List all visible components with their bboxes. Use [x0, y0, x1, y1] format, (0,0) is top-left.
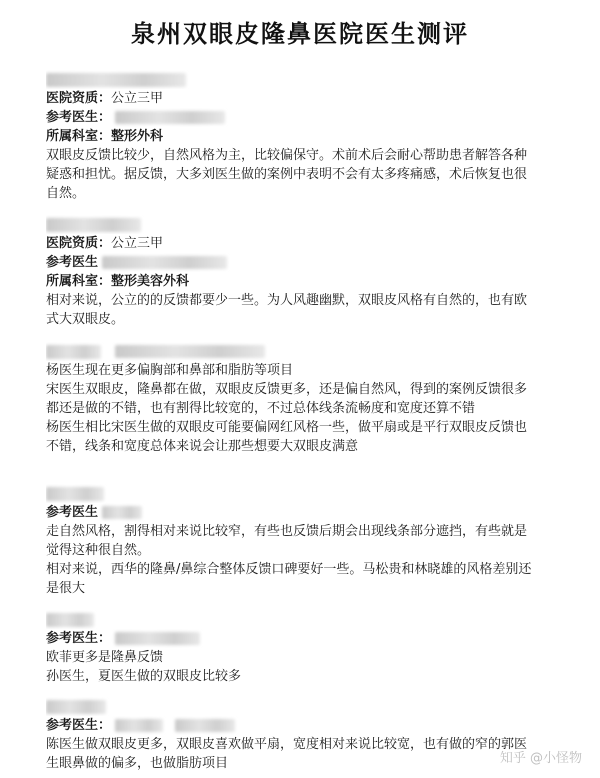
- page-title: 泉州双眼皮隆鼻医院医生测评: [131, 19, 469, 48]
- hospital-name-redacted: [46, 697, 536, 716]
- qualification-label: 医院资质：: [46, 91, 112, 106]
- review-line: 杨医生现在更多偏胸部和鼻部和脂肪等项目: [46, 363, 294, 378]
- review-line: 杨医生相比宋医生做的双眼皮可能要偏网红风格一些，做平扇或是平行双眼皮反馈也不错，线条和宽度总体来说会让那些想要大双眼皮满意: [46, 420, 528, 454]
- doctor-name-redacted: [102, 256, 227, 269]
- hospital-name-redacted: [46, 484, 536, 503]
- doctor-label: 参考医生：: [46, 110, 112, 125]
- doctor-row: [46, 108, 536, 127]
- review-section-5: [46, 610, 536, 686]
- doctor-name-redacted: [115, 111, 225, 124]
- qualification-label: 医院资质：: [46, 236, 112, 251]
- review-line: 欧菲更多是隆鼻反馈: [46, 650, 164, 665]
- doctor-row: [46, 629, 536, 648]
- doctor-label: 参考医生: [46, 505, 99, 520]
- review-line: 陈医生做双眼皮更多，双眼皮喜欢做平扇，宽度相对来说比较宽，也有做的窄的郭医生眼鼻做的偏多，也做脂肪项目: [46, 737, 528, 771]
- department-row: [46, 272, 536, 291]
- watermark: 知乎 @小怪物: [499, 751, 582, 766]
- doctor-label: 参考医生: [46, 255, 99, 270]
- review-section-6: [46, 697, 536, 773]
- review-section-2: [46, 215, 536, 329]
- review-line: 走自然风格，割得相对来说比较窄，有些也反馈后期会出现线条部分遮挡，有些就是觉得这种很自然。: [46, 524, 528, 558]
- review-section-1: [46, 70, 536, 203]
- qualification-value: 公立三甲: [111, 236, 164, 251]
- review-line: 孙医生，夏医生做的双眼皮比较多: [46, 669, 242, 684]
- doctor-row: [46, 253, 536, 272]
- doctor-row: [46, 503, 536, 522]
- doctor-row: [46, 716, 536, 735]
- review-section-4: [46, 484, 536, 598]
- header-redacted: [46, 342, 536, 361]
- doctor-label: 参考医生：: [46, 631, 112, 646]
- doctor-name-redacted: [102, 506, 142, 519]
- review-section-3: [46, 342, 536, 456]
- doctor-label: 参考医生：: [46, 718, 112, 733]
- department-label: 所属科室：: [46, 274, 112, 289]
- qualification-row: [46, 234, 536, 253]
- hospital-name-redacted: [46, 70, 536, 89]
- hospital-name-redacted: [46, 610, 536, 629]
- qualification-row: [46, 89, 536, 108]
- review-text: 双眼皮反馈比较少，自然风格为主，比较偏保守。术前术后会耐心帮助患者解答各种疑惑和担忧。据反馈，大多刘医生做的案例中表明不会有太多疼痛感，术后恢复也很自然。: [46, 148, 528, 201]
- doctor-name-redacted: [115, 719, 163, 732]
- department-label: 所属科室：: [46, 129, 112, 144]
- review-text: 相对来说，公立的的反馈都要少一些。为人风趣幽默，双眼皮风格有自然的，也有欧式大双眼皮。: [46, 293, 528, 327]
- department-row: [46, 127, 536, 146]
- department-value: 整形外科: [111, 129, 164, 144]
- review-line: 相对来说，西华的隆鼻/鼻综合整体反馈口碑要好一些。马松贵和林晓雄的风格差别还是很大: [46, 562, 532, 596]
- doctor-name-redacted: [115, 632, 200, 645]
- review-line: 宋医生双眼皮，隆鼻都在做，双眼皮反馈更多，还是偏自然风，得到的案例反馈很多都还是做的不错，也有割得比较宽的，不过总体线条流畅度和宽度还算不错: [46, 382, 528, 416]
- department-value: 整形美容外科: [111, 274, 190, 289]
- qualification-value: 公立三甲: [111, 91, 164, 106]
- hospital-name-redacted: [46, 215, 536, 234]
